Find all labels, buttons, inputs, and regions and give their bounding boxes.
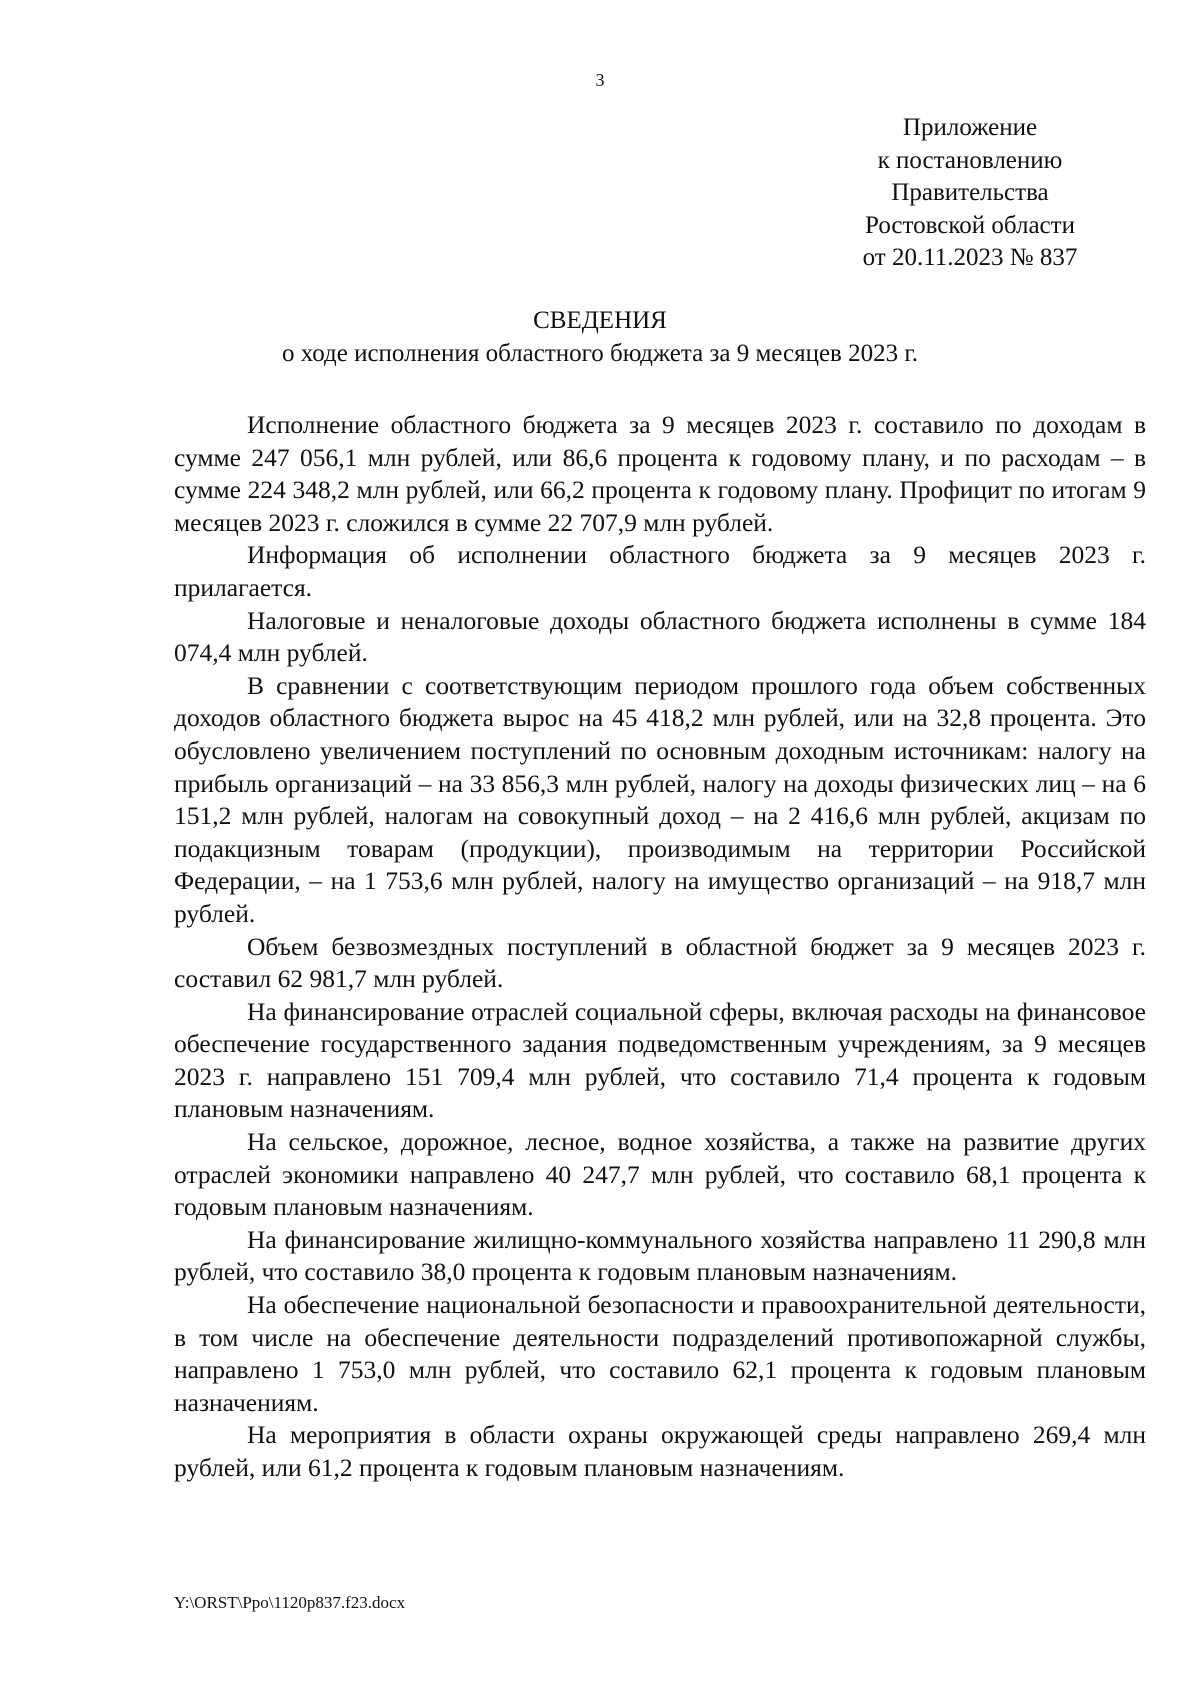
paragraph: Объем безвозмездных поступлений в областной бюджет за 9 месяцев 2023 г. составил 62 981,7 млн рублей. (174, 931, 1146, 994)
appendix-block (820, 112, 1120, 275)
file-path-footer: Y:\ORST\Ppo\1120p837.f23.docx (174, 1593, 406, 1612)
appendix-line: Ростовской области (865, 211, 1075, 239)
document-body (174, 409, 1146, 1485)
paragraph: Информация об исполнении областного бюджета за 9 месяцев 2023 г. прилагается. (174, 540, 1146, 602)
document-title: СВЕДЕНИЯ (533, 307, 667, 334)
paragraph: На финансирование жилищно-коммунального хозяйства направлено 11 290,8 млн рублей, что составило 38,0 процента к годовым плановым назначениям. (174, 1224, 1146, 1287)
appendix-line: Правительства (891, 179, 1049, 206)
document-subtitle: о ходе исполнения областного бюджета за 9 месяцев 2023 г. (281, 340, 919, 367)
paragraph: Налоговые и неналоговые доходы областного бюджета исполнены в сумме 184 074,4 млн рублей. (174, 605, 1146, 668)
paragraph: На обеспечение национальной безопасности и правоохранительной деятельности, в том числе на обеспечение деятельности подразделений противопожарной службы, направлено 1 753,0 млн рублей, что составило 62,1 процента к годовым плановым назначениям. (174, 1290, 1146, 1417)
appendix-line: от 20.11.2023 № 837 (862, 244, 1078, 271)
paragraph: На сельское, дорожное, лесное, водное хозяйства, а также на развитие других отраслей экономики направлено 40 247,7 млн рублей, что составило 68,1 процента к годовым плановым назначениям. (174, 1127, 1146, 1222)
paragraph: На финансирование отраслей социальной сферы, включая расходы на финансовое обеспечение государственного задания подведомственным учреждениям, за 9 месяцев 2023 г. направлено 151 709,4 млн рублей, что составило 71,4 процента к годовым плановым назначениям. (174, 996, 1146, 1124)
appendix-line: к постановлению (877, 146, 1063, 174)
appendix-line: Приложение (902, 114, 1038, 141)
paragraph: На мероприятия в области охраны окружающей среды направлено 269,4 млн рублей, или 61,2 процента к годовым плановым назначениям. (174, 1420, 1146, 1482)
page-number: 3 (595, 70, 605, 90)
paragraph: В сравнении с соответствующим периодом прошлого года объем собственных доходов областного бюджета вырос на 45 418,2 млн рублей, или на 32,8 процента. Это обусловлено увеличением поступлений по основным доходным источникам: налогу на прибыль организаций – на 33 856,3 млн рублей, налогу на доходы физических лиц – на 6 151,2 млн рублей, налогам на совокупный доход – на 2 416,6 млн рублей, акцизам по подакцизным товарам (продукции), производимым на территории Российской Федерации, – на 1 753,6 млн рублей, налогу на имущество организаций – на 918,7 млн рублей. (174, 670, 1146, 928)
paragraph: Исполнение областного бюджета за 9 месяцев 2023 г. составило по доходам в сумме 247 056,1 млн рублей, или 86,6 процента к годовому плану, и по расходам – в сумме 224 348,2 млн рублей, или 66,2 процента к годовому плану. Профицит по итогам 9 месяцев 2023 г. сложился в сумме 22 707,9 млн рублей. (174, 410, 1146, 537)
